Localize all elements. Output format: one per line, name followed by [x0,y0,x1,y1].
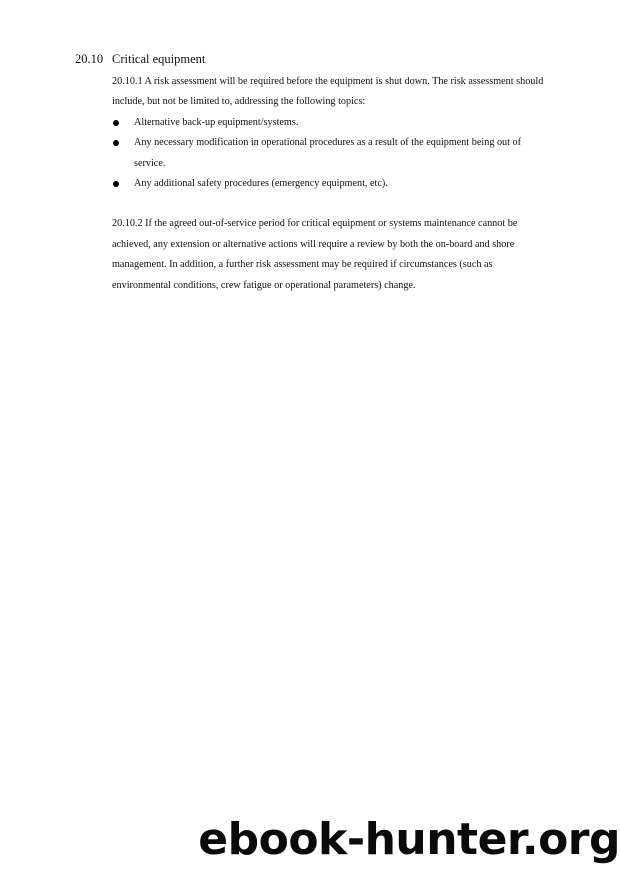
paragraph-spacer [112,194,546,214]
bullet-item [112,133,546,174]
bullet-text: Any additional safety procedures (emergency equipment, etc). [134,178,388,190]
bullet-dot-icon [113,120,119,126]
bullet-text: Alternative back-up equipment/systems. [134,116,299,128]
section-heading [75,50,555,68]
section-20-10 [75,50,555,296]
bullet-item [112,113,546,133]
section-body [112,72,546,296]
paragraph-20-10-1: 20.10.1 A risk assessment will be required before the equipment is shut down. The risk assessment should include, but not be limited to, addressing the following topics: [112,76,544,108]
bullet-list [112,113,546,195]
section-number: 20.10 [75,52,104,66]
bullet-item [112,174,546,194]
paragraph-20-10-2: 20.10.2 If the agreed out-of-service period for critical equipment or systems maintenance cannot be achieved, any extension or alternative actions will require a review by both the on-board and shore management. In addition, a further risk assessment may be required if circumstances (such as environmental conditions, crew fatigue or operational parameters) change. [112,218,518,291]
bullet-dot-icon [113,140,119,146]
bullet-text: Any necessary modification in operational procedures as a result of the equipment being out of service. [134,137,522,169]
bullet-dot-icon [113,181,119,187]
section-title: Critical equipment [112,52,206,66]
watermark: ebook-hunter.org [198,814,620,865]
